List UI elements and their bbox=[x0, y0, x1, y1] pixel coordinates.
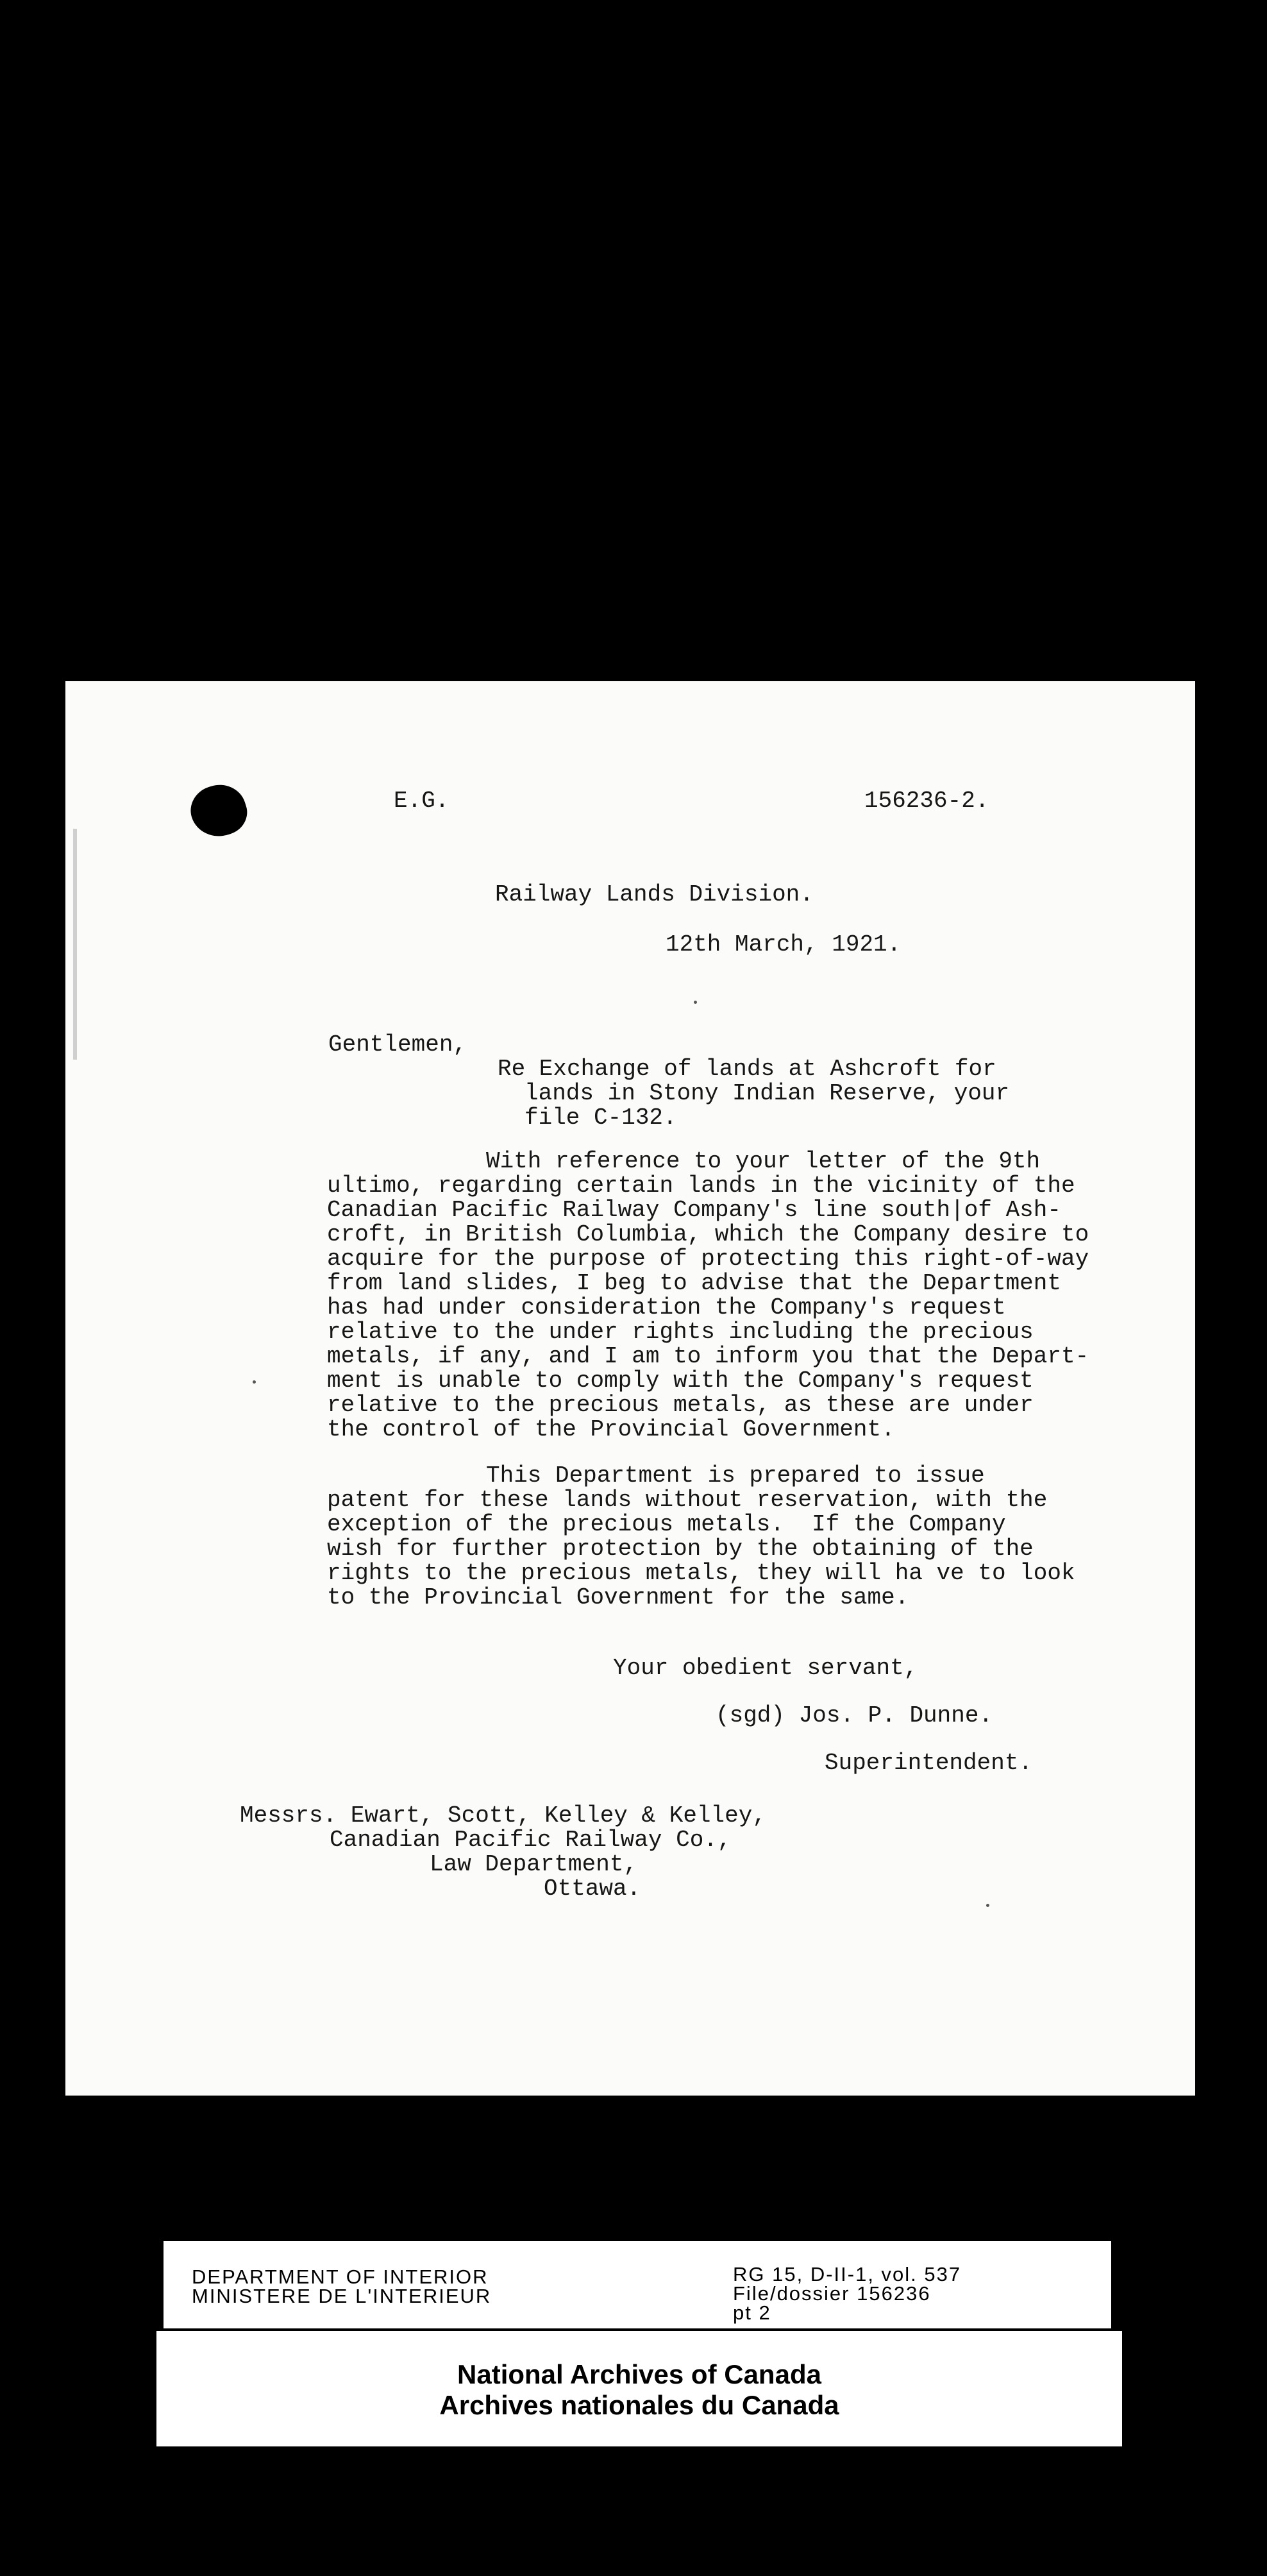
letter-date: 12th March, 1921. bbox=[666, 931, 902, 958]
signature: (sgd) Jos. P. Dunne. bbox=[716, 1702, 993, 1729]
body-line: This Department is prepared to issue bbox=[486, 1462, 985, 1489]
body-line: relative to the under rights including the precious bbox=[327, 1319, 1034, 1345]
file-ref: File/dossier 156236 bbox=[733, 2282, 931, 2305]
letter-page bbox=[65, 681, 1195, 2096]
speck bbox=[694, 1001, 697, 1004]
body-line: wish for further protection by the obtaining of the bbox=[327, 1536, 1034, 1562]
body-line: relative to the precious metals, as these are under bbox=[327, 1392, 1034, 1418]
page-edge bbox=[73, 829, 77, 1060]
part-ref: pt 2 bbox=[733, 2301, 771, 2324]
speck bbox=[986, 1904, 989, 1907]
body-line: has had under consideration the Company's request bbox=[327, 1294, 1006, 1321]
reference-code-left: E.G. bbox=[394, 788, 449, 814]
salutation: Gentlemen, bbox=[328, 1031, 467, 1058]
subject-line: file C-132. bbox=[524, 1105, 677, 1131]
archives-name-en: National Archives of Canada bbox=[457, 2359, 821, 2389]
body-line: Canadian Pacific Railway Company's line south|of Ash- bbox=[327, 1197, 1061, 1223]
address-line: Canadian Pacific Railway Co., bbox=[330, 1827, 732, 1853]
closing: Your obedient servant, bbox=[613, 1655, 918, 1681]
body-line: croft, in British Columbia, which the Company desire to bbox=[327, 1221, 1089, 1248]
subject-line: lands in Stony Indian Reserve, your bbox=[524, 1080, 1010, 1106]
body-line: exception of the precious metals. If the Company bbox=[327, 1511, 1006, 1538]
punch-hole bbox=[185, 778, 253, 844]
body-line: metals, if any, and I am to inform you that the Depart- bbox=[327, 1343, 1089, 1369]
address-line: Ottawa. bbox=[544, 1876, 641, 1902]
department-name-fr: MINISTERE DE L'INTERIEUR bbox=[192, 2285, 492, 2307]
archive-reference-label bbox=[164, 2241, 1111, 2328]
body-line: from land slides, I beg to advise that the Department bbox=[327, 1270, 1061, 1296]
body-line: acquire for the purpose of protecting this right-of-way bbox=[327, 1246, 1089, 1272]
address-line: Law Department, bbox=[430, 1851, 638, 1877]
body-line: the control of the Provincial Government. bbox=[327, 1416, 895, 1443]
body-line: ment is unable to comply with the Company's request bbox=[327, 1368, 1034, 1394]
division-heading: Railway Lands Division. bbox=[495, 881, 814, 908]
record-group-ref: RG 15, D-II-1, vol. 537 bbox=[733, 2263, 962, 2285]
department-name-en: DEPARTMENT OF INTERIOR bbox=[192, 2266, 489, 2288]
body-line: rights to the precious metals, they will ha ve to look bbox=[327, 1560, 1075, 1586]
body-line: ultimo, regarding certain lands in the vicinity of the bbox=[327, 1173, 1075, 1199]
archives-name-fr: Archives nationales du Canada bbox=[439, 2390, 839, 2420]
reference-code-right: 156236-2. bbox=[864, 788, 989, 814]
subject-line: Re Exchange of lands at Ashcroft for bbox=[498, 1056, 996, 1082]
address-line: Messrs. Ewart, Scott, Kelley & Kelley, bbox=[240, 1802, 766, 1829]
archives-label bbox=[156, 2331, 1122, 2446]
body-line: patent for these lands without reservation, with the bbox=[327, 1487, 1048, 1513]
body-line: With reference to your letter of the 9th bbox=[486, 1148, 1041, 1174]
body-line: to the Provincial Government for the same. bbox=[327, 1584, 909, 1611]
signatory-title: Superintendent. bbox=[825, 1750, 1033, 1776]
speck bbox=[253, 1380, 256, 1384]
